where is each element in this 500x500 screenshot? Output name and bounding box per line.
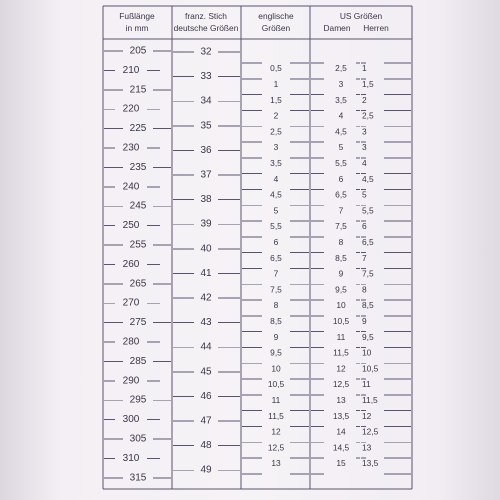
us-men-value: 12,5 xyxy=(362,426,379,437)
french-value: 35 xyxy=(200,120,212,132)
english-value: 12 xyxy=(271,426,281,437)
english-value: 7 xyxy=(273,268,279,279)
us-women-value: 10,5 xyxy=(332,316,350,326)
english-value: 3,5 xyxy=(270,158,282,168)
english-value: 1 xyxy=(273,79,279,89)
us-men-value: 5 xyxy=(362,189,367,200)
header-footlength-line1: Fußlänge xyxy=(119,11,155,21)
mm-value: 310 xyxy=(122,452,140,464)
english-value: 2 xyxy=(273,110,279,121)
us-men-value: 10 xyxy=(362,347,372,358)
english-value: 11 xyxy=(271,395,281,405)
us-men-value: 5,5 xyxy=(362,205,374,216)
mm-value: 235 xyxy=(129,161,147,173)
mm-value: 270 xyxy=(122,297,140,309)
mm-value: 220 xyxy=(122,103,140,115)
english-value: 5 xyxy=(273,205,279,216)
mm-value: 285 xyxy=(129,355,147,367)
french-value: 49 xyxy=(200,464,212,476)
us-men-value: 2 xyxy=(362,94,367,105)
header-french-line2: deutsche Größen xyxy=(173,23,239,33)
french-value: 32 xyxy=(200,46,212,58)
us-men-value: 1,5 xyxy=(362,79,374,89)
us-men-value: 6 xyxy=(362,221,367,232)
english-value: 5,5 xyxy=(270,221,282,232)
table-body xyxy=(104,46,411,484)
header-us-men: Herren xyxy=(363,23,389,33)
english-value: 12,5 xyxy=(267,442,285,453)
us-women-value: 5 xyxy=(338,142,344,153)
english-value: 6 xyxy=(273,237,279,247)
english-value: 7,5 xyxy=(270,284,282,295)
mm-value: 265 xyxy=(129,278,147,290)
us-women-value: 13 xyxy=(336,395,346,405)
us-men-value: 8,5 xyxy=(362,300,374,311)
us-women-value: 11,5 xyxy=(333,347,349,358)
us-women-value: 12,5 xyxy=(332,379,350,390)
french-value: 48 xyxy=(200,440,212,452)
us-women-value: 14,5 xyxy=(332,442,350,453)
us-women-value: 5,5 xyxy=(335,158,347,168)
english-value: 13 xyxy=(271,458,281,469)
mm-value: 250 xyxy=(122,220,140,232)
header-footlength-line2: in mm xyxy=(125,23,149,33)
mm-value: 245 xyxy=(129,200,147,212)
us-women-value: 7 xyxy=(338,205,344,216)
us-women-value: 4 xyxy=(338,110,344,121)
english-value: 3 xyxy=(273,142,279,153)
english-value: 8,5 xyxy=(270,316,282,326)
us-men-value: 10,5 xyxy=(362,363,379,374)
us-women-value: 8 xyxy=(338,237,344,247)
french-value: 44 xyxy=(200,341,212,353)
mm-value: 275 xyxy=(129,317,147,329)
us-women-value: 7,5 xyxy=(335,221,347,232)
french-value: 42 xyxy=(200,292,212,304)
french-value: 37 xyxy=(200,169,212,181)
english-value: 0,5 xyxy=(270,63,282,74)
us-men-value: 9,5 xyxy=(362,331,374,342)
english-value: 6,5 xyxy=(270,252,282,263)
us-women-value: 14 xyxy=(336,426,346,437)
us-women-value: 3,5 xyxy=(335,94,347,105)
us-women-value: 3 xyxy=(338,79,344,89)
english-value: 1,5 xyxy=(270,94,282,105)
us-women-value: 11 xyxy=(336,331,346,342)
french-value: 43 xyxy=(200,317,212,329)
english-value: 9 xyxy=(273,331,279,342)
us-men-value: 4 xyxy=(362,158,367,168)
us-men-value: 8 xyxy=(362,284,367,295)
french-value: 45 xyxy=(200,366,212,378)
mm-value: 290 xyxy=(122,375,140,387)
us-men-value: 4,5 xyxy=(362,173,374,184)
english-value: 8 xyxy=(273,300,279,311)
french-value: 36 xyxy=(200,144,212,156)
mm-value: 240 xyxy=(122,181,140,193)
us-men-value: 9 xyxy=(362,316,367,326)
english-value: 11,5 xyxy=(268,410,284,421)
us-women-value: 8,5 xyxy=(335,252,347,263)
header-french-line1: franz. Stich xyxy=(185,11,227,21)
us-men-value: 12 xyxy=(362,410,372,421)
us-men-value: 7,5 xyxy=(362,268,374,279)
header-english-line1: englische xyxy=(258,11,294,21)
french-value: 46 xyxy=(200,390,212,402)
english-value: 4 xyxy=(273,173,279,184)
us-men-value: 11,5 xyxy=(362,395,378,405)
french-value: 38 xyxy=(200,194,212,206)
mm-value: 225 xyxy=(129,123,147,135)
us-men-value: 13,5 xyxy=(362,458,379,469)
french-value: 39 xyxy=(200,218,212,230)
mm-value: 215 xyxy=(129,84,147,96)
mm-value: 295 xyxy=(129,394,147,406)
mm-value: 255 xyxy=(129,239,147,251)
mm-value: 230 xyxy=(122,142,140,154)
mm-value: 205 xyxy=(129,45,147,57)
french-value: 33 xyxy=(200,71,212,83)
us-men-value: 6,5 xyxy=(362,237,374,247)
us-men-value: 1 xyxy=(362,63,367,74)
us-women-value: 9 xyxy=(338,268,344,279)
mm-value: 260 xyxy=(122,258,140,270)
us-women-value: 6,5 xyxy=(335,189,347,200)
us-men-value: 11 xyxy=(362,379,371,390)
mm-value: 305 xyxy=(129,433,147,445)
us-women-value: 12 xyxy=(336,363,346,374)
french-value: 41 xyxy=(200,267,212,279)
english-value: 10,5 xyxy=(267,379,285,390)
us-men-value: 2,5 xyxy=(362,110,374,121)
us-women-value: 2,5 xyxy=(335,63,347,74)
us-women-value: 9,5 xyxy=(335,284,347,295)
header-us-women: Damen xyxy=(323,23,351,33)
mm-value: 315 xyxy=(129,472,147,484)
french-value: 47 xyxy=(200,415,212,427)
english-value: 10 xyxy=(271,363,281,374)
english-value: 4,5 xyxy=(270,189,282,200)
header-english-line2: Größen xyxy=(261,23,291,33)
mm-value: 300 xyxy=(122,414,140,426)
us-women-value: 4,5 xyxy=(335,126,347,137)
us-women-value: 13,5 xyxy=(332,410,350,421)
us-men-value: 7 xyxy=(362,252,367,263)
mm-value: 280 xyxy=(122,336,140,348)
us-men-value: 13 xyxy=(362,442,372,453)
us-women-value: 6 xyxy=(338,173,344,184)
french-value: 34 xyxy=(200,95,212,107)
us-women-value: 15 xyxy=(336,458,346,469)
us-men-value: 3 xyxy=(362,142,367,153)
english-value: 2,5 xyxy=(270,126,282,137)
us-women-value: 10 xyxy=(336,300,346,311)
english-value: 9,5 xyxy=(270,347,282,358)
header-us-title: US Größen xyxy=(339,11,383,21)
french-value: 40 xyxy=(200,243,212,255)
us-men-value: 3 xyxy=(362,126,367,137)
mm-value: 210 xyxy=(122,64,140,76)
